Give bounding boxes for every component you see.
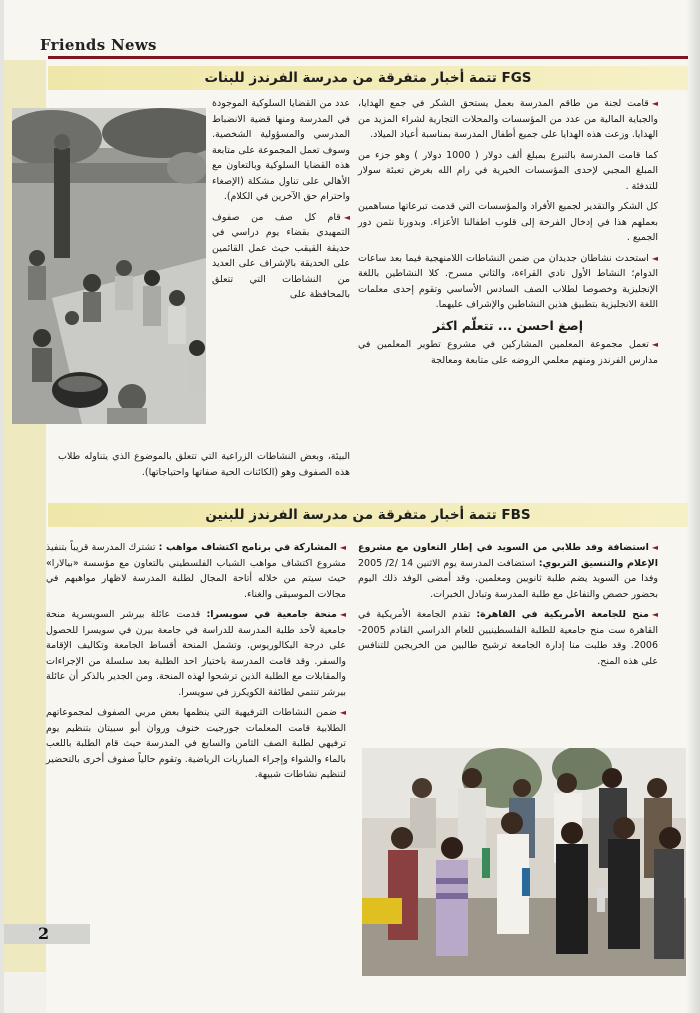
s1-paragraph: كل الشكر والتقدير لجميع الأفراد والمؤسسات التي قدمت تبرعاتها مساهمين بعملهم هذا في إدخال الفرحة إلى قلوب اطفالنا الأعزاء. وبدورنا نثمن دور الجميع . — [358, 201, 658, 243]
s1-paragraph: ◄قامت لجنة من طاقم المدرسة بعمل يستحق الشكر في جمع الهدايا، والجباية المالية من عدد من المؤسسات والمحلات التجارية لشراء المزيد من الهدايا. وزعت هذه الهدايا على جميع أطفال المدرسة بمناسبة أعياد الميلاد. — [358, 98, 658, 140]
bullet-icon: ◄ — [651, 543, 658, 552]
header-rule — [48, 56, 688, 59]
s2-paragraph: ◄منح للجامعة الأمريكية في القاهرة: تقدم الجامعة الأمريكية في القاهرة ست منح جامعية للطلبة الفلسطينيين للعام الدراسي القادم 2005- 2006. وقد طلبت منا إدارة الجامعة ترشيح طالبين من الخريجين للتنافس على هذه المنح. — [358, 609, 658, 667]
section1-middle-column — [212, 96, 350, 308]
s2-paragraph: ◄ضمن النشاطات الترفيهية التي ينظمها بعض مربي الصفوف لمجموعاتهم الطلابية قامت المعلمات جورجيت خنوف وروان أبو سبيتان بتنظيم يوم ترفيهي لطلبة الصف الثامن والسابع في المدرسة حيث قام الطلبة باللعب بالماء والشواء وإجراء المباريات الرياضية. وتقوم حالياً صفوف أخرى بالتحضير لتنظيم نشاطات شبيهة. — [46, 707, 346, 780]
section1-title-band — [48, 66, 688, 90]
binding-shadow — [686, 0, 700, 1013]
bullet-icon: ◄ — [651, 253, 658, 263]
section2-title-band — [48, 503, 688, 527]
section2-title: تتمة أخبار متفرقة من مدرسة الفرندز للبنين FBS — [205, 507, 531, 523]
bullet-icon: ◄ — [339, 543, 346, 552]
bullet-icon: ◄ — [339, 610, 347, 619]
bullet-icon: ◄ — [343, 212, 350, 222]
page-number: 2 — [38, 924, 50, 943]
section1-continuation: البيئة، وبعض النشاطات الزراعية التي تتعلق بالموضوع الذي يتناوله طلاب هذه الصفوف وهو (الكائنات الحية صفاتها واحتياجاتها). — [58, 451, 350, 478]
left-margin-bottom — [4, 972, 46, 1013]
section2-right-column — [358, 540, 658, 674]
newsletter-brand: Friends News — [40, 36, 157, 54]
bullet-icon: ◄ — [651, 610, 658, 619]
page-number-box — [4, 924, 90, 944]
section1-title: تتمة أخبار متفرقة من مدرسة الفرندز للبنات FGS — [204, 70, 532, 86]
s1-paragraph: ◄استحدث نشاطان جديدان من ضمن النشاطات اللامنهجية فيما بعد ساعات الدوام؛ النشاط الأول نادي القراءة، والثاني مسرح. كلا النشاطين باللغة الإنجليزية وخصوصا لطلاب الصف السادس الأساسي وتقوم إحدى معلمات اللغة الانجليزية بتطبيق هذين النشاطين والإشراف عليهما. — [358, 252, 658, 310]
s1-paragraph: ◄تعمل مجموعة المعلمين المشاركين في مشروع تطوير المعلمين في مدارس الفرندز ومنهم معلمي الروضه على متابعة ومعالجة — [358, 339, 658, 366]
bullet-icon: ◄ — [651, 99, 658, 108]
s2-paragraph: ◄منحة جامعية في سويسرا: قدمت عائلة بيرشر السويسرية منحة جامعية لأحد طلبة المدرسة للدراسة في جامعة بيرن في سويسرا للحصول على درجة البكالوريوس. وتشمل المنحة أقساط الجامعة وتكاليف الإقامة والسفر. وقد قامت المدرسة باختيار احد الطلبة بعد سلسلة من الإجراءات والمقابلات مع الطلبة الذين ترشحوا لهذه المنحة. ومن الجدير بالذكر أن عائلة بيرشر تنتمي لطائفة الكويكرز في سويسرا. — [46, 609, 347, 698]
students-group-photo — [362, 748, 686, 976]
s1-paragraph: كما قامت المدرسة بالتبرع بمبلغ ألف دولار ( 1000 دولار ) وهو جزء من المبلغ المجبي لإحدى المؤسسات الخيرية في رام الله بغرض تعبئة سولار للتدفئة . — [358, 149, 658, 192]
bullet-icon: ◄ — [651, 340, 658, 349]
section1-right-column — [358, 96, 658, 373]
section2-left-column — [46, 540, 346, 788]
s1-paragraph: عدد من القضايا السلوكية الموجودة في المدرسة ومنها قضية الانضباط المدرسي والمسؤولية الشخصية. وسوف تعمل المجموعة على متابعة هذه القضايا السلوكية وبالتعاون مع الأهالي على تناول مشكلة (الإصغاء واحترام حق الآخرين في الكلام). — [212, 98, 350, 202]
s1-paragraph: ◄قام كل صف من صفوف التمهيدي بقضاء يوم دراسي في حديقة القيقب حيث عمل القائمين على الحديقة بالإشراف على العديد من النشاطات التي تتعلق بالمحافظة على — [212, 211, 350, 300]
s2-paragraph: ◄استضافة وفد طلابي من السويد في إطار التعاون مع مشروع الإعلام والتنسيق التربوي: استضافت المدرسة يوم الاثنين 14 /2/ 2005 وفدا من السويد يضم طلبة ثانويين ومعلمين. وقد أمضى الوفد ذلك اليوم بحضور حصص والتفاعل مع طلبة المدرسة وتبادل الخبرات. — [358, 542, 658, 600]
section1-subheading: إصغ احسن ... تتعلّم اكثر — [432, 317, 583, 333]
s2-paragraph: ◄المشاركة في برنامج اكتشاف مواهب : تشترك المدرسة قريباً بتنفيذ مشروع اكتشاف مواهب الشباب الفلسطيني بالتعاون مع مؤسسة «بيالارا» حيث سيتم من خلاله أتاحة المجال لطلبة المدرسة لاظهار مواهبهم في مجالات الموسيقى والغناء. — [46, 542, 346, 600]
bullet-icon: ◄ — [339, 708, 346, 717]
kindergarten-garden-photo — [12, 108, 206, 424]
